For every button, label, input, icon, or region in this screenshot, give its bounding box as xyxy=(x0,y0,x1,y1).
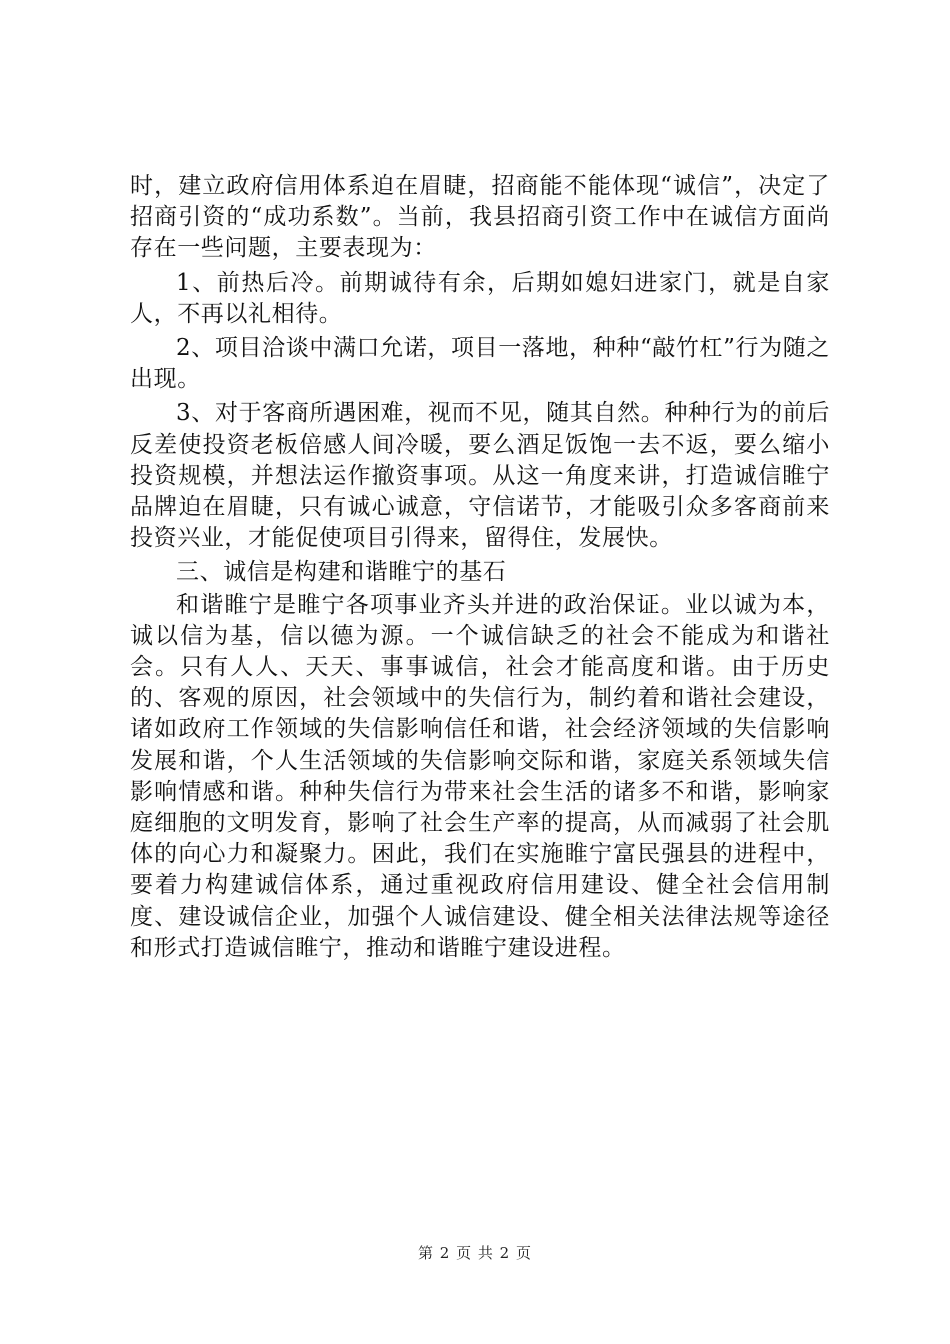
body-paragraph-4: 3、对于客商所遇困难，视而不见，随其自然。种种行为的前后反差使投资老板倍感人间冷暖，要么酒足饭饱一去不返，要么缩小投资规模，并想法运作撤资事项。从这一角度来讲，打造诚信睢宁品牌迫在眉睫，只有诚心诚意，守信诺节，才能吸引众多客商前来投资兴业，才能促使项目引得来，留得住，发展快。 xyxy=(130,400,830,552)
section-paragraph: 和谐睢宁是睢宁各项事业齐头并进的政治保证。业以诚为本，诚以信为基，信以德为源。一个诚信缺乏的社会不能成为和谐社会。只有人人、天天、事事诚信，社会才能高度和谐。由于历史的、客观的原因，社会领域中的失信行为，制约着和谐社会建设，诸如政府工作领域的失信影响信任和谐，社会经济领域的失信影响发展和谐，个人生活领域的失信影响交际和谐，家庭关系领域失信影响情感和谐。种种失信行为带来社会生活的诸多不和谐，影响家庭细胞的文明发育，影响了社会生产率的提高，从而减弱了社会肌体的向心力和凝聚力。困此，我们在实施睢宁富民强县的进程中，要着力构建诚信体系，通过重视政府信用建设、健全社会信用制度、建设诚信企业，加强个人诚信建设、健全相关法律法规等途径和形式打造诚信睢宁，推动和谐睢宁建设进程。 xyxy=(130,591,830,961)
page-footer: 第 2 页 共 2 页 xyxy=(418,1244,532,1262)
body-paragraph-2: 1、前热后冷。前期诚待有余，后期如媳妇进家门，就是自家人，不再以礼相待。 xyxy=(130,269,830,327)
document-body xyxy=(130,171,830,967)
body-paragraph-3: 2、项目洽谈中满口允诺，项目一落地，种种“敲竹杠”行为随之出现。 xyxy=(130,335,830,393)
section-heading: 三、诚信是构建和谐睢宁的基石 xyxy=(176,559,507,586)
body-paragraph-1: 时，建立政府信用体系迫在眉睫，招商能不能体现“诚信”，决定了招商引资的“成功系数”。当前，我县招商引资工作中在诚信方面尚存在一些问题，主要表现为： xyxy=(130,173,830,262)
